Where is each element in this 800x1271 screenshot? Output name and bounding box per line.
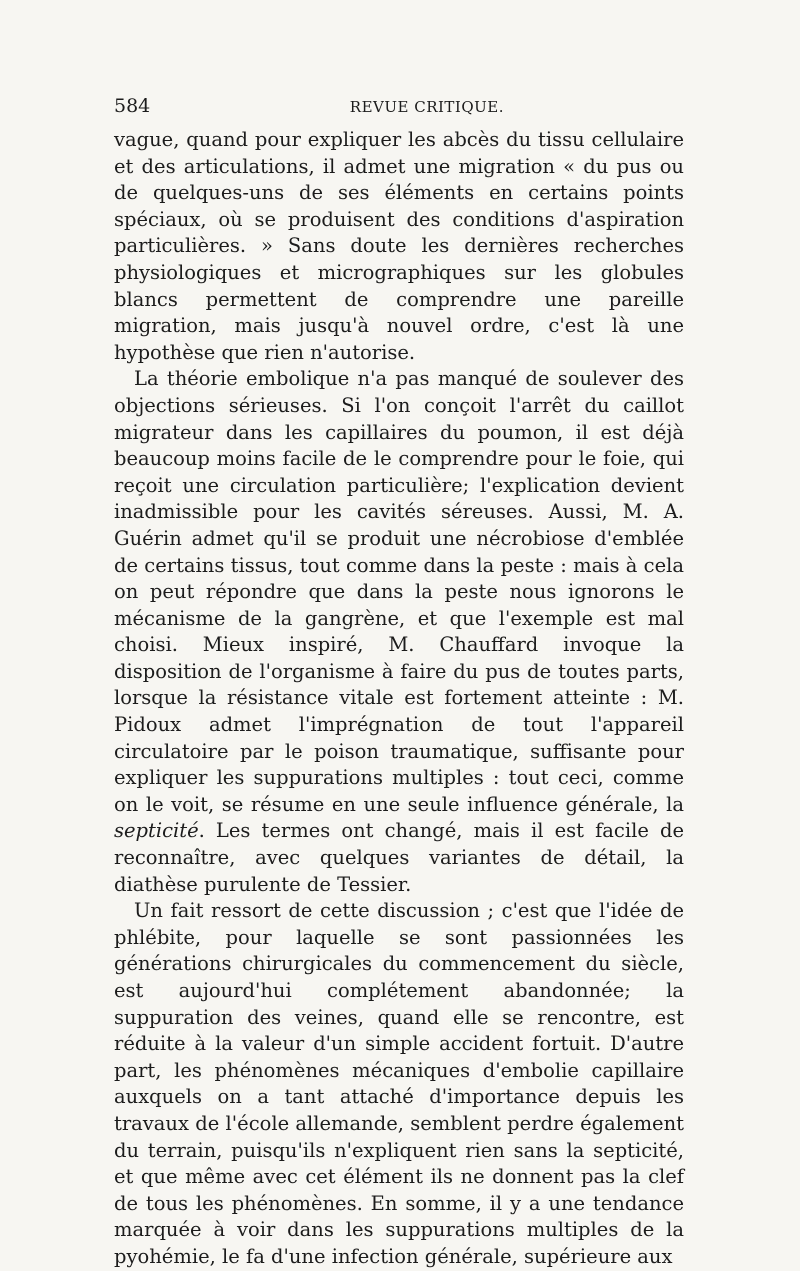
paragraph-3: Un fait ressort de cette discussion ; c'est que l'idée de phlébite, pour laquelle se sont passionnées les générations chirurgicales du commencement du siècle, est aujourd'hui complétement abandonnée; la suppuration des veines, quand elle se rencontre, est réduite à la valeur d'un simple accident fortuit. D'autre part, les phénomènes mécaniques d'embolie capillaire auxquels on a tant attaché d'importance depuis les travaux de l'école allemande, semblent perdre également du terrain, puisqu'ils n'expliquent rien sans la septicité, et que même avec cet élément ils ne donnent pas la clef de tous les phénomènes. En somme, il y a une tendance marquée à voir dans les suppurations multiples de la pyohémie, le fa d'une infection générale, supérieure aux [114, 899, 684, 1268]
paragraph-2 [114, 366, 684, 898]
paragraph-2-text: La théorie embolique n'a pas manqué de soulever des objections sérieuses. Si l'on conçoit l'arrêt du caillot migrateur dans les capillaires du poumon, il est déjà beaucoup moins facile de le comprendre pour le foie, qui reçoit une circulation particulière; l'explication devient inadmissible pour les cavités séreuses. Aussi, M. A. Guérin admet qu'il se produit une nécrobiose d'emblée de certains tissus, tout comme dans la peste : mais à cela on peut répondre que dans la peste nous ignorons le mécanisme de la gangrène, et que l'exemple est mal choisi. Mieux inspiré, M. Chauffard invoque la disposition de l'organisme à faire du pus de toutes parts, lorsque la résistance vitale est fortement atteinte : M. Pidoux admet l'imprégnation de tout l'appareil circulatoire par le poison traumatique, suffisante pour expliquer les suppurations multiples : tout ceci, comme on le voit, se résume en une seule influence générale, la [114, 367, 684, 816]
italic-term: septicité [114, 819, 199, 843]
body-text [114, 127, 684, 1271]
page-number: 584 [114, 95, 151, 117]
paragraph-2-text-end: . Les termes ont changé, mais il est facile de reconnaître, avec quelques variantes de détail, la diathèse purulente de Tessier. [114, 819, 684, 896]
page-header [114, 95, 684, 123]
paragraph-1: vague, quand pour expliquer les abcès du tissu cellulaire et des articulations, il admet une migration « du pus ou de quelques-uns de ses éléments en certains points spéciaux, où se produisent des conditions d'aspiration particulières. » Sans doute les dernières recherches physiologiques et micrographiques sur les globules blancs permettent de comprendre une pareille migration, mais jusqu'à nouvel ordre, c'est là une hypothèse que rien n'autorise. [114, 128, 684, 364]
page-content [114, 95, 684, 1271]
running-head: REVUE CRITIQUE. [349, 98, 504, 116]
